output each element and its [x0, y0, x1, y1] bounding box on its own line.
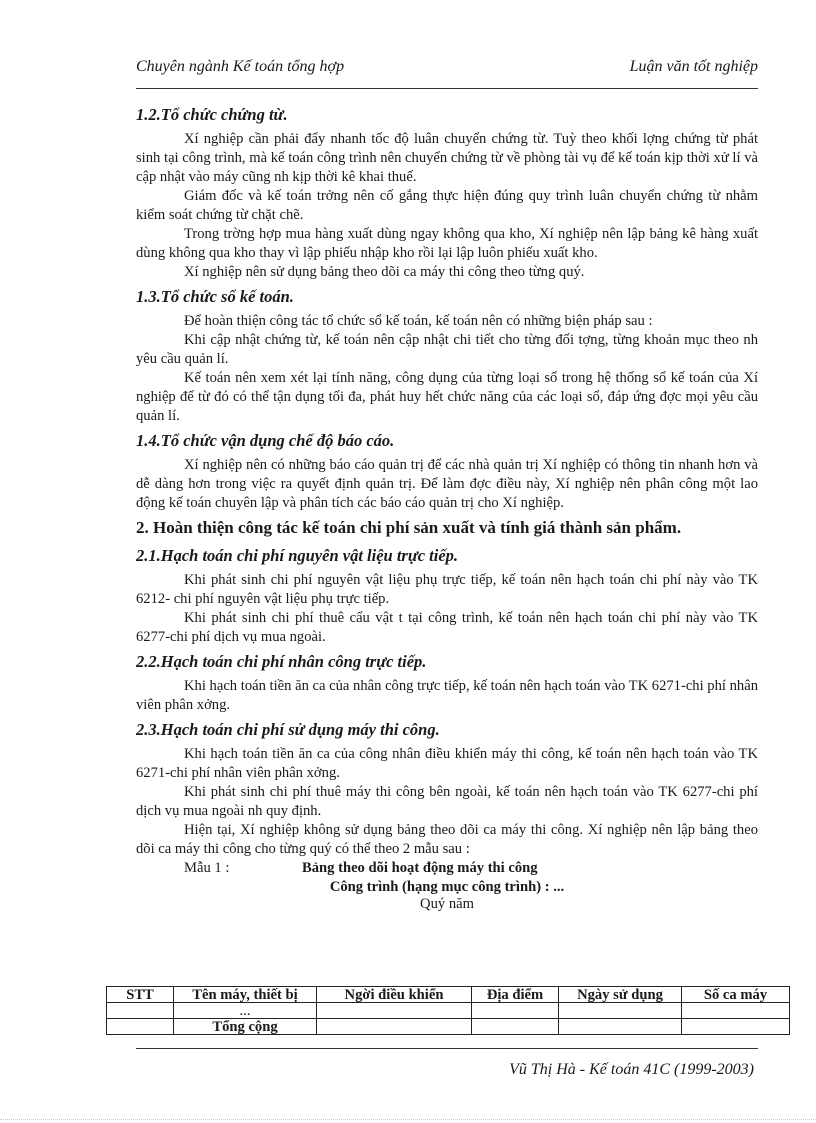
table-header-row [107, 987, 790, 1003]
heading-2-2: 2.2.Hạch toán chi phí nhân công trực tiếp. [136, 652, 427, 671]
col-shifts: Số ca máy [682, 987, 790, 1003]
paragraph: Khi phát sinh chi phí thuê cẩu vật t tại công trình, kế toán nên hạch toán chi phí này vào TK 6277-chi phí dịch vụ mua ngoài. [136, 610, 758, 645]
paragraph: Xí nghiệp nên có những báo cáo quản trị để các nhà quản trị Xí nghiệp có thông tin nhanh hơn và dễ dàng hơn trong việc ra quyết định quản trị. Để làm đợc điều này, Xí nghiệp nên phân công một lao động kế toán chuyên lập và phân tích các báo cáo quản trị cho Xí nghiệp. [136, 457, 758, 511]
heading-1-4: 1.4.Tổ chức vận dụng chế độ báo cáo. [136, 431, 395, 450]
row-dots: ... [174, 1003, 317, 1019]
col-date: Ngày sử dụng [559, 987, 682, 1003]
form-title: Bảng theo dõi hoạt động máy thi công [302, 860, 538, 876]
paragraph: Kế toán nên xem xét lại tính năng, công dụng của từng loại sổ trong hệ thống sổ kế toán của Xí nghiệp để từ đó có thể tận dụng tối đa, phát huy hết chức năng của các loại sổ, đáp ứng đợc mọi yêu cầu quản lí. [136, 370, 758, 424]
form-period: Quý năm [420, 896, 474, 912]
col-stt: STT [107, 987, 174, 1003]
paragraph: Khi phát sinh chi phí thuê máy thi công bên ngoài, kế toán nên hạch toán vào TK 6277-chi phí dịch vụ mua ngoài nh quy định. [136, 784, 758, 819]
col-operator: Ngời điều khiển [317, 987, 472, 1003]
form-caption [136, 859, 758, 878]
col-machine: Tên máy, thiết bị [174, 987, 317, 1003]
paragraph: Khi hạch toán tiền ăn ca của công nhân điều khiển máy thi công, kế toán nên hạch toán vào TK 6271-chi phí nhân viên phân xởng. [136, 746, 758, 781]
header-right: Luận văn tốt nghiệp [629, 58, 758, 75]
paragraph: Xí nghiệp cần phải đẩy nhanh tốc độ luân chuyển chứng từ. Tuỳ theo khối lợng chứng từ phát sinh tại công trình, mà kế toán công trình nên chuyển chứng từ về phòng tài vụ để kế toán kịp thời xử lí và cập nhật vào máy cũng nh kịp thời kê khai thuế. [136, 131, 758, 185]
header-left: Chuyên ngành Kế toán tổng hợp [136, 58, 345, 75]
page-header [136, 58, 758, 78]
page-footer: Vũ Thị Hà - Kế toán 41C (1999-2003) [509, 1061, 754, 1078]
table-total-row [107, 1019, 790, 1035]
col-location: Địa điểm [472, 987, 559, 1003]
heading-2-3: 2.3.Hạch toán chi phí sử dụng máy thi công. [136, 720, 440, 739]
form-subtitle: Công trình (hạng mục công trình) : ... [329, 879, 565, 895]
footer-rule [136, 1048, 758, 1049]
heading-1-3: 1.3.Tổ chức sổ kế toán. [136, 287, 294, 306]
paragraph: Để hoàn thiện công tác tổ chức sổ kế toán, kế toán nên có những biện pháp sau : [184, 313, 653, 329]
table-row [107, 1003, 790, 1019]
paragraph: Xí nghiệp nên sử dụng bảng theo dõi ca máy thi công theo từng quý. [184, 264, 585, 280]
machine-tracking-table [106, 986, 790, 1035]
header-rule [136, 88, 758, 89]
heading-1-2: 1.2.Tổ chức chứng từ. [136, 105, 288, 124]
paragraph: Khi cập nhật chứng từ, kế toán nên cập nhật chi tiết cho từng đối tợng, từng khoản mục theo nh yêu cầu quản lí. [136, 332, 758, 367]
paragraph: Khi hạch toán tiền ăn ca của nhân công trực tiếp, kế toán nên hạch toán vào TK 6271-chi phí nhân viên phân xởng. [136, 678, 758, 713]
paragraph: Khi phát sinh chi phí nguyên vật liệu phụ trực tiếp, kế toán nên hạch toán chi phí này vào TK 6212- chi phí nguyên vật liệu phụ trực tiếp. [136, 572, 758, 607]
page-edge [0, 1119, 816, 1120]
paragraph: Trong trờng hợp mua hàng xuất dùng ngay không qua kho, Xí nghiệp nên lập bảng kê hàng xuất dùng không qua kho thay vì lập phiếu nhập kho rồi lại lập luôn phiếu xuất kho. [136, 226, 758, 261]
total-label: Tổng cộng [174, 1019, 317, 1035]
paragraph: Giám đốc và kế toán trởng nên cố gắng thực hiện đúng quy trình luân chuyển chứng từ nhằm kiểm soát chứng từ chặt chẽ. [136, 188, 758, 223]
paragraph: Hiện tại, Xí nghiệp không sử dụng bảng theo dõi ca máy thi công. Xí nghiệp nên lập bảng theo dõi ca máy thi công cho từng quý có thể theo 2 mẫu sau : [136, 822, 758, 857]
form-label: Mẫu 1 : [184, 860, 230, 876]
heading-2: 2. Hoàn thiện công tác kế toán chi phí sản xuất và tính giá thành sản phẩm. [136, 518, 682, 537]
heading-2-1: 2.1.Hạch toán chi phí nguyên vật liệu trực tiếp. [136, 546, 459, 565]
body-content [136, 104, 758, 911]
